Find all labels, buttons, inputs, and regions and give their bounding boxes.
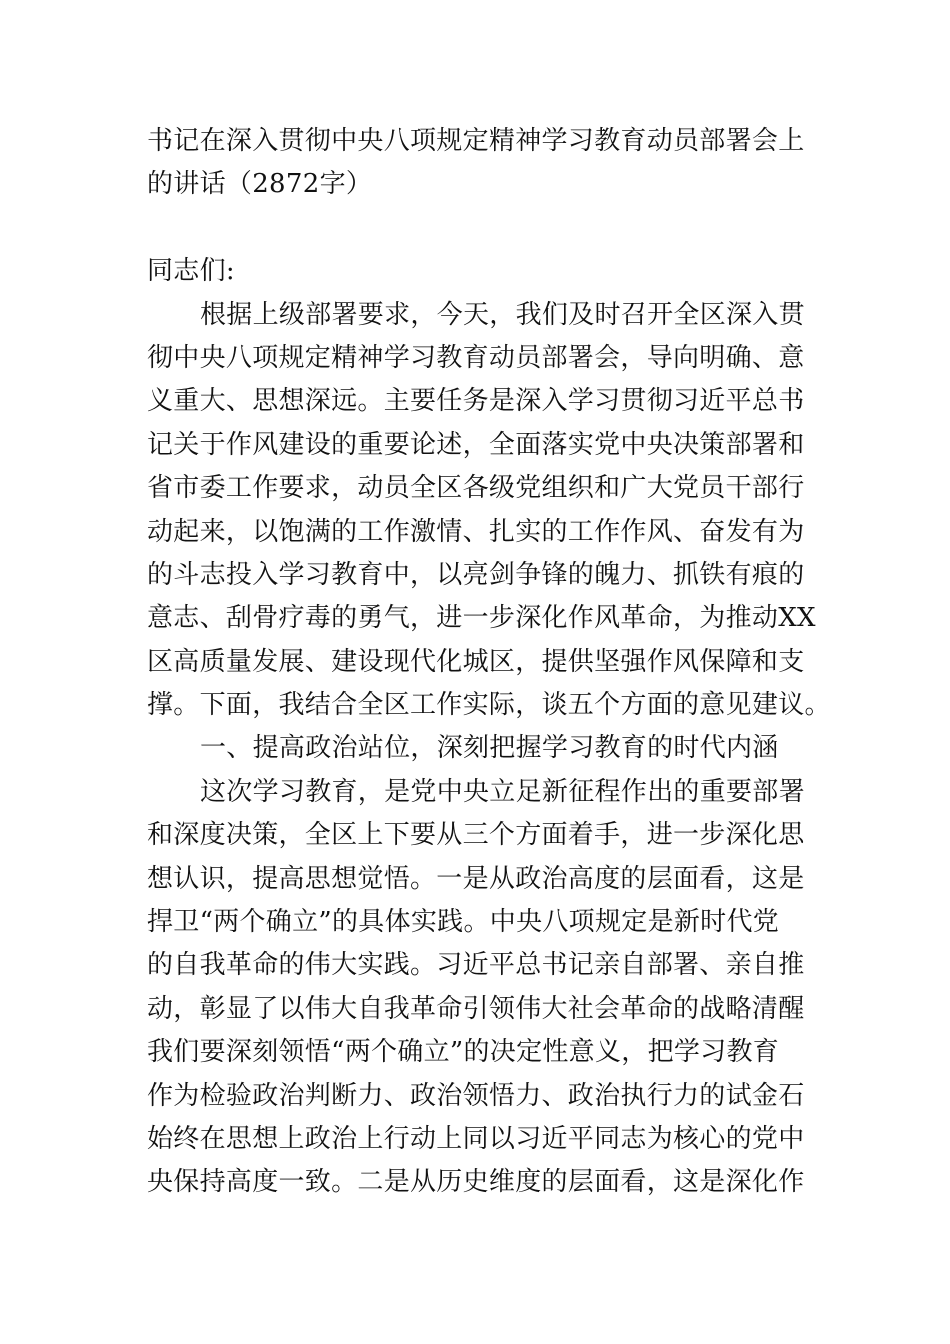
paragraph-line: 记关于作风建设的重要论述，全面落实党中央决策部署和	[147, 429, 805, 460]
title-line-2: 的讲话（2872字）	[147, 169, 373, 200]
paragraph-line: 捍卫“两个确立”的具体实践。中央八项规定是新时代党	[147, 907, 780, 938]
paragraph-line: 省市委工作要求，动员全区各级党组织和广大党员干部行	[147, 473, 805, 504]
paragraph-line: 和深度决策，全区上下要从三个方面着手，进一步深化思	[147, 820, 805, 851]
paragraph-line: 我们要深刻领悟“两个确立”的决定性意义，把学习教育	[147, 1037, 780, 1068]
paragraph-line: 彻中央八项规定精神学习教育动员部署会，导向明确、意	[147, 342, 805, 373]
document-page	[147, 120, 831, 1205]
paragraph-line: 这次学习教育，是党中央立足新征程作出的重要部署	[200, 776, 805, 807]
paragraph-1	[147, 294, 831, 728]
paragraph-line: 动起来，以饱满的工作激情、扎实的工作作风、奋发有为	[147, 516, 805, 547]
title-line-1: 书记在深入贯彻中央八项规定精神学习教育动员部署会上	[147, 126, 805, 156]
blank-line	[147, 207, 809, 250]
paragraph-line: 义重大、思想深远。主要任务是深入学习贯彻习近平总书	[147, 386, 805, 417]
paragraph-line: 央保持高度一致。二是从历史维度的层面看，这是深化作	[147, 1167, 805, 1198]
paragraph-line: 动，彰显了以伟大自我革命引领伟大社会革命的战略清醒	[147, 993, 805, 1024]
paragraph-line: 始终在思想上政治上行动上同以习近平同志为核心的党中	[147, 1123, 805, 1154]
paragraph-line: 想认识，提高思想觉悟。一是从政治高度的层面看，这是	[147, 863, 805, 894]
paragraph-line: 根据上级部署要求，今天，我们及时召开全区深入贯	[200, 299, 805, 330]
paragraph-line: 的自我革命的伟大实践。习近平总书记亲自部署、亲自推	[147, 950, 805, 981]
paragraph-line: 意志、刮骨疗毒的勇气，进一步深化作风革命，为推动XX	[147, 603, 816, 634]
paragraph-line: 作为检验政治判断力、政治领悟力、政治执行力的试金石	[147, 1080, 805, 1111]
paragraph-2	[147, 771, 809, 1205]
paragraph-line: 撑。下面，我结合全区工作实际，谈五个方面的意见建议。	[147, 690, 831, 721]
paragraph-line: 区高质量发展、建设现代化城区，提供坚强作风保障和支	[147, 646, 805, 677]
salutation: 同志们:	[147, 256, 235, 287]
paragraph-line: 的斗志投入学习教育中，以亮剑争锋的魄力、抓铁有痕的	[147, 559, 805, 590]
section-1-heading: 一、提高政治站位，深刻把握学习教育的时代内涵	[200, 733, 779, 764]
